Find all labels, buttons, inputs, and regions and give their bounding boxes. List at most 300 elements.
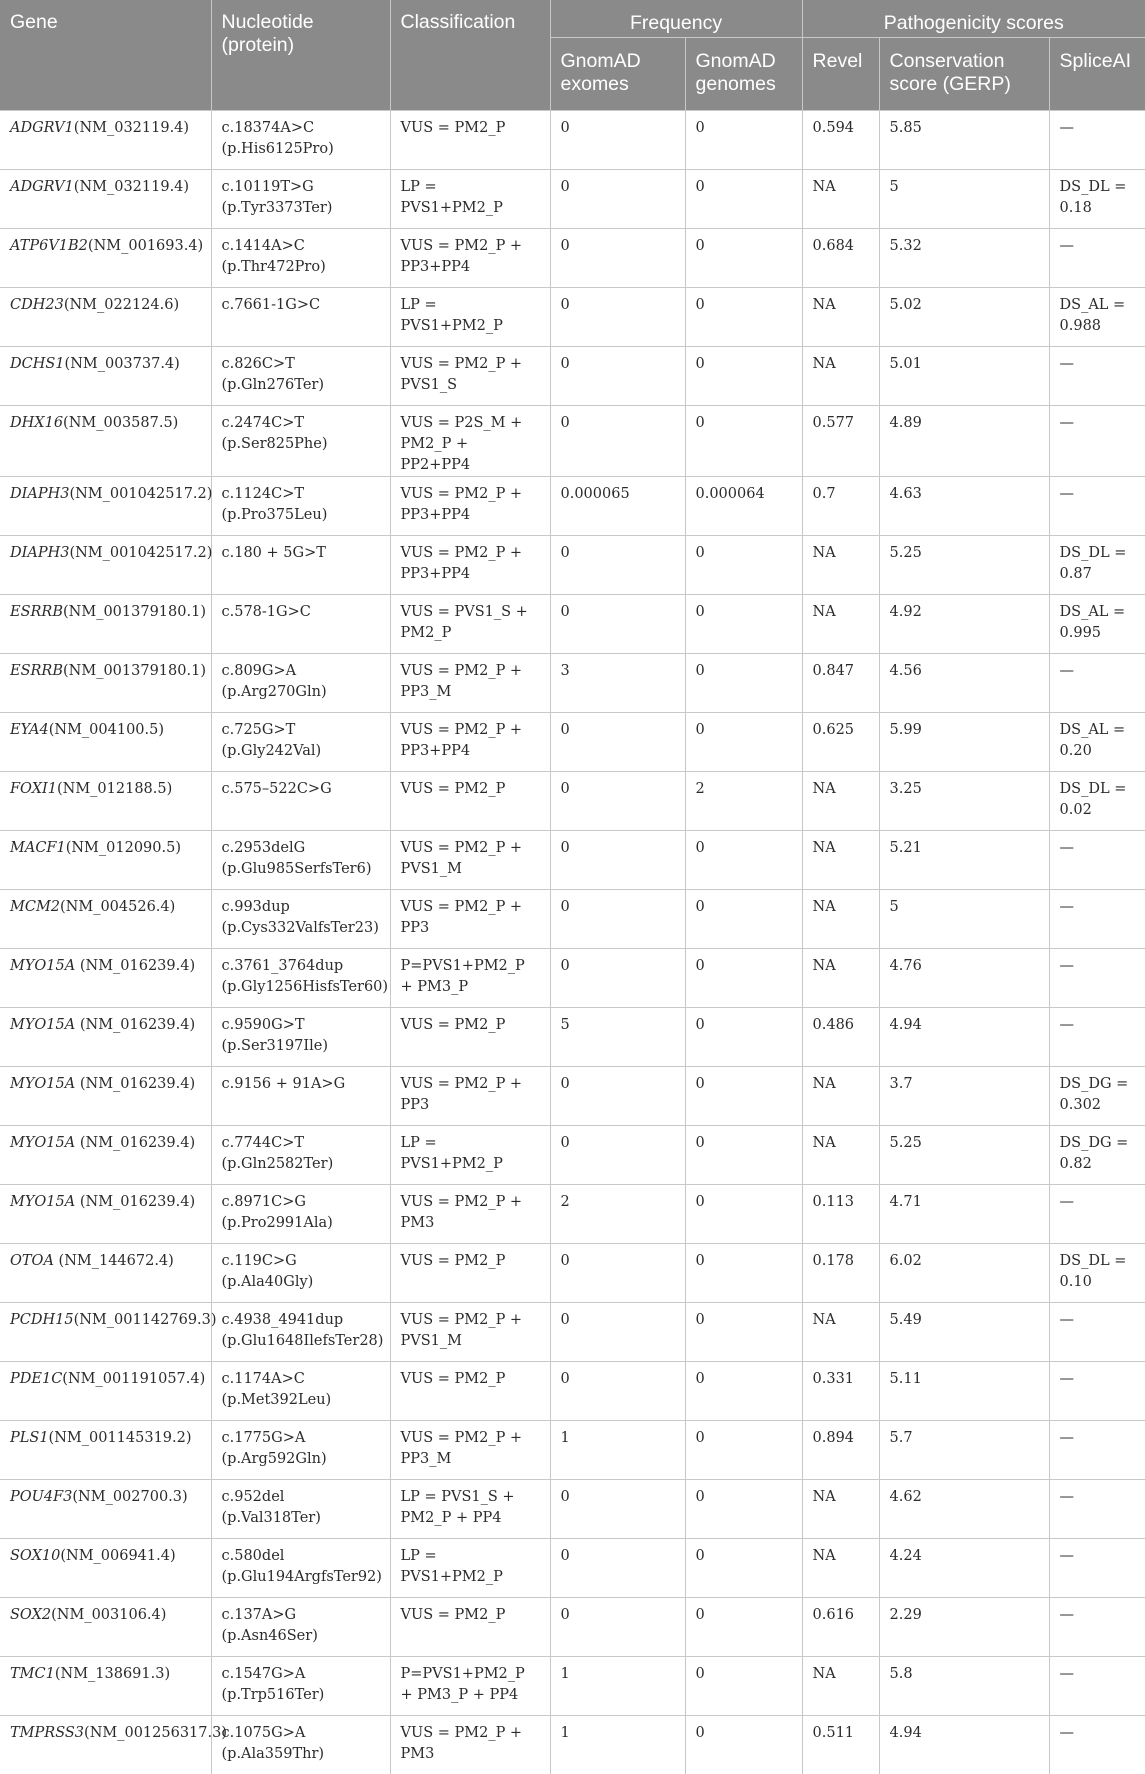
gene-cell (0, 653, 211, 712)
table-row (0, 346, 1145, 405)
revel-cell: NA (802, 1125, 879, 1184)
transcript-id: (NM_012188.5) (56, 780, 173, 797)
gene-cell (0, 948, 211, 1007)
transcript-id: (NM_003587.5) (63, 414, 179, 431)
nucleotide-cell: c.9590G>T (p.Ser3197Ile) (211, 1007, 390, 1066)
spliceai-cell: — (1049, 1184, 1145, 1243)
gerp-cell: 5.25 (879, 535, 1049, 594)
gene-cell (0, 1538, 211, 1597)
gene-symbol: MCM2 (10, 898, 61, 915)
gene-symbol: PCDH15 (10, 1311, 74, 1328)
nucleotide-cell: c.1414A>C (p.Thr472Pro) (211, 228, 390, 287)
gene-cell (0, 712, 211, 771)
gnomad-genomes-cell: 0 (685, 1597, 802, 1656)
table-row (0, 1125, 1145, 1184)
classification-cell: VUS = PM2_P + PP3+PP4 (390, 476, 550, 535)
nucleotide-cell: c.1075G>A (p.Ala359Thr) (211, 1715, 390, 1774)
header-pathogenicity-scores: Pathogenicity scores (802, 0, 1145, 37)
gene-symbol: TMPRSS3 (10, 1724, 85, 1741)
revel-cell: NA (802, 771, 879, 830)
revel-cell: NA (802, 830, 879, 889)
gene-cell (0, 1302, 217, 1361)
gene-cell (0, 169, 211, 228)
nucleotide-cell: c.180 + 5G>T (211, 535, 390, 594)
revel-cell: NA (802, 287, 879, 346)
classification-cell: VUS = PM2_P (390, 110, 550, 169)
gene-cell (0, 1125, 211, 1184)
gene-symbol: ESRRB (10, 662, 64, 679)
gerp-cell: 4.76 (879, 948, 1049, 1007)
gnomad-exomes-cell: 0 (550, 1597, 685, 1656)
gnomad-exomes-cell: 5 (550, 1007, 685, 1066)
gnomad-exomes-cell: 0 (550, 712, 685, 771)
gerp-cell: 4.71 (879, 1184, 1049, 1243)
gnomad-genomes-cell: 0 (685, 346, 802, 405)
transcript-id: (NM_004100.5) (48, 721, 165, 738)
classification-cell: LP = PVS1+PM2_P (390, 1125, 550, 1184)
spliceai-cell: — (1049, 1597, 1145, 1656)
table-row (0, 1184, 1145, 1243)
transcript-id: (NM_001693.4) (87, 237, 204, 254)
transcript-id: (NM_001042517.2) (69, 485, 213, 502)
gene-cell (0, 594, 211, 653)
gnomad-genomes-cell: 0 (685, 1302, 802, 1361)
classification-cell: VUS = PM2_P + PP3+PP4 (390, 535, 550, 594)
spliceai-cell: — (1049, 405, 1145, 476)
gnomad-exomes-cell: 0 (550, 889, 685, 948)
gene-symbol: MACF1 (10, 839, 66, 856)
gerp-cell: 4.94 (879, 1715, 1049, 1774)
gene-cell (0, 1007, 211, 1066)
gnomad-genomes-cell: 0 (685, 1184, 802, 1243)
classification-cell: P=PVS1+PM2_P + PM3_P (390, 948, 550, 1007)
gerp-cell: 4.94 (879, 1007, 1049, 1066)
gene-symbol: POU4F3 (10, 1488, 73, 1505)
classification-cell: VUS = PM2_P + PP3_M (390, 1420, 550, 1479)
nucleotide-cell: c.10119T>G (p.Tyr3373Ter) (211, 169, 390, 228)
classification-cell: VUS = PM2_P (390, 1361, 550, 1420)
gnomad-exomes-cell: 1 (550, 1420, 685, 1479)
table-row (0, 1302, 1145, 1361)
gerp-cell: 5.8 (879, 1656, 1049, 1715)
gnomad-genomes-cell: 0 (685, 830, 802, 889)
table-row (0, 594, 1145, 653)
classification-cell: VUS = PM2_P + PP3 (390, 1066, 550, 1125)
gnomad-exomes-cell: 0 (550, 169, 685, 228)
table-row (0, 1007, 1145, 1066)
gene-symbol: DIAPH3 (10, 544, 70, 561)
table-row (0, 830, 1145, 889)
nucleotide-cell: c.993dup (p.Cys332ValfsTer23) (211, 889, 390, 948)
gnomad-exomes-cell: 0 (550, 535, 685, 594)
gnomad-genomes-cell: 0 (685, 110, 802, 169)
gene-cell (0, 1715, 227, 1774)
gene-cell (0, 1184, 211, 1243)
revel-cell: NA (802, 1656, 879, 1715)
header-frequency: Frequency (550, 0, 802, 37)
table-row (0, 948, 1145, 1007)
gnomad-exomes-cell: 0 (550, 1479, 685, 1538)
revel-cell: 0.486 (802, 1007, 879, 1066)
gerp-cell: 4.24 (879, 1538, 1049, 1597)
transcript-id: (NM_001379180.1) (63, 603, 206, 620)
revel-cell: NA (802, 948, 879, 1007)
gene-symbol: OTOA (10, 1252, 54, 1269)
classification-cell: VUS = PM2_P (390, 1597, 550, 1656)
gnomad-exomes-cell: 0 (550, 830, 685, 889)
gene-symbol: ADGRV1 (10, 178, 74, 195)
gene-cell (0, 1479, 211, 1538)
gnomad-exomes-cell: 0 (550, 228, 685, 287)
nucleotide-cell: c.4938_4941dup (p.Glu1648IlefsTer28) (211, 1302, 390, 1361)
gnomad-exomes-cell: 1 (550, 1715, 685, 1774)
spliceai-cell: — (1049, 653, 1145, 712)
table-row (0, 405, 1145, 476)
transcript-id: (NM_016239.4) (75, 1075, 196, 1092)
gene-cell (0, 1243, 211, 1302)
gerp-cell: 4.63 (879, 476, 1049, 535)
gene-symbol: ESRRB (10, 603, 64, 620)
gnomad-genomes-cell: 0 (685, 1656, 802, 1715)
gene-cell (0, 535, 211, 594)
table-row (0, 287, 1145, 346)
gene-cell (0, 405, 211, 476)
nucleotide-cell: c.578-1G>C (211, 594, 390, 653)
gnomad-genomes-cell: 0 (685, 1479, 802, 1538)
table-row (0, 228, 1145, 287)
header-spliceai: SpliceAI (1049, 37, 1145, 110)
revel-cell: NA (802, 1479, 879, 1538)
classification-cell: VUS = PM2_P + PP3_M (390, 653, 550, 712)
gnomad-genomes-cell: 0 (685, 1125, 802, 1184)
spliceai-cell: — (1049, 1302, 1145, 1361)
gnomad-genomes-cell: 0 (685, 405, 802, 476)
table-row (0, 1715, 1145, 1774)
transcript-id: (NM_006941.4) (60, 1547, 176, 1564)
gene-symbol: SOX2 (10, 1606, 52, 1623)
gene-cell (0, 476, 211, 535)
gene-symbol: ATP6V1B2 (10, 237, 88, 254)
gnomad-genomes-cell: 0 (685, 169, 802, 228)
spliceai-cell: — (1049, 1479, 1145, 1538)
spliceai-cell: DS_DG = 0.302 (1049, 1066, 1145, 1125)
spliceai-cell: — (1049, 948, 1145, 1007)
spliceai-cell: — (1049, 110, 1145, 169)
header-gnomad-genomes: GnomAD genomes (685, 37, 802, 110)
nucleotide-cell: c.1775G>A (p.Arg592Gln) (211, 1420, 390, 1479)
transcript-id: (NM_001256317.3) (84, 1724, 227, 1741)
classification-cell: VUS = PM2_P + PVS1_S (390, 346, 550, 405)
table-row (0, 1479, 1145, 1538)
transcript-id: (NM_016239.4) (75, 957, 196, 974)
gnomad-exomes-cell: 0 (550, 1302, 685, 1361)
table-row (0, 110, 1145, 169)
gnomad-genomes-cell: 0 (685, 1538, 802, 1597)
gene-symbol: DHX16 (10, 414, 64, 431)
revel-cell: 0.625 (802, 712, 879, 771)
classification-cell: LP = PVS1_S + PM2_P + PP4 (390, 1479, 550, 1538)
gnomad-exomes-cell: 0 (550, 771, 685, 830)
classification-cell: P=PVS1+PM2_P + PM3_P + PP4 (390, 1656, 550, 1715)
revel-cell: 0.577 (802, 405, 879, 476)
gene-symbol: MYO15A (10, 1016, 76, 1033)
revel-cell: NA (802, 169, 879, 228)
classification-cell: LP = PVS1+PM2_P (390, 1538, 550, 1597)
table-row (0, 712, 1145, 771)
gene-cell (0, 346, 211, 405)
revel-cell: NA (802, 889, 879, 948)
classification-cell: LP = PVS1+PM2_P (390, 287, 550, 346)
gerp-cell: 5.01 (879, 346, 1049, 405)
gnomad-genomes-cell: 2 (685, 771, 802, 830)
transcript-id: (NM_016239.4) (75, 1016, 196, 1033)
nucleotide-cell: c.826C>T (p.Gln276Ter) (211, 346, 390, 405)
transcript-id: (NM_012090.5) (65, 839, 181, 856)
gene-symbol: SOX10 (10, 1547, 61, 1564)
revel-cell: NA (802, 594, 879, 653)
nucleotide-cell: c.1547G>A (p.Trp516Ter) (211, 1656, 390, 1715)
classification-cell: VUS = PM2_P (390, 771, 550, 830)
gnomad-genomes-cell: 0 (685, 228, 802, 287)
gene-symbol: DCHS1 (10, 355, 65, 372)
classification-cell: VUS = PM2_P + PP3+PP4 (390, 228, 550, 287)
revel-cell: NA (802, 1538, 879, 1597)
gene-symbol: PLS1 (10, 1429, 49, 1446)
transcript-id: (NM_004526.4) (60, 898, 176, 915)
revel-cell: NA (802, 1302, 879, 1361)
gnomad-exomes-cell: 2 (550, 1184, 685, 1243)
gene-symbol: TMC1 (10, 1665, 55, 1682)
nucleotide-cell: c.952del (p.Val318Ter) (211, 1479, 390, 1538)
gene-cell (0, 1597, 211, 1656)
spliceai-cell: — (1049, 346, 1145, 405)
classification-cell: VUS = PM2_P + PVS1_M (390, 830, 550, 889)
transcript-id: (NM_144672.4) (53, 1252, 174, 1269)
spliceai-cell: DS_DL = 0.10 (1049, 1243, 1145, 1302)
spliceai-cell: — (1049, 228, 1145, 287)
gerp-cell: 5.99 (879, 712, 1049, 771)
revel-cell: 0.894 (802, 1420, 879, 1479)
table-row (0, 771, 1145, 830)
gnomad-exomes-cell: 0 (550, 948, 685, 1007)
transcript-id: (NM_001191057.4) (62, 1370, 206, 1387)
transcript-id: (NM_003106.4) (51, 1606, 167, 1623)
gerp-cell: 4.56 (879, 653, 1049, 712)
gene-cell (0, 1066, 211, 1125)
gnomad-exomes-cell: 0 (550, 1361, 685, 1420)
gnomad-genomes-cell: 0 (685, 948, 802, 1007)
gnomad-genomes-cell: 0 (685, 1066, 802, 1125)
gerp-cell: 5.49 (879, 1302, 1049, 1361)
gene-cell (0, 1656, 211, 1715)
table-row (0, 1597, 1145, 1656)
gene-cell (0, 228, 211, 287)
transcript-id: (NM_022124.6) (63, 296, 180, 313)
nucleotide-cell: c.809G>A (p.Arg270Gln) (211, 653, 390, 712)
gene-cell (0, 889, 211, 948)
spliceai-cell: DS_DL = 0.18 (1049, 169, 1145, 228)
transcript-id: (NM_003737.4) (64, 355, 180, 372)
gene-symbol: CDH23 (10, 296, 64, 313)
transcript-id: (NM_016239.4) (75, 1193, 196, 1210)
gnomad-exomes-cell: 0.000065 (550, 476, 685, 535)
table-row (0, 1243, 1145, 1302)
classification-cell: VUS = PM2_P + PVS1_M (390, 1302, 550, 1361)
nucleotide-cell: c.7661-1G>C (211, 287, 390, 346)
table-row (0, 889, 1145, 948)
revel-cell: NA (802, 535, 879, 594)
gene-cell (0, 1361, 211, 1420)
spliceai-cell: DS_DL = 0.02 (1049, 771, 1145, 830)
nucleotide-cell: c.18374A>C (p.His6125Pro) (211, 110, 390, 169)
gnomad-exomes-cell: 1 (550, 1656, 685, 1715)
classification-cell: VUS = P2S_M + PM2_P + PP2+PP4 (390, 405, 550, 476)
gerp-cell: 4.92 (879, 594, 1049, 653)
classification-cell: VUS = PM2_P + PP3+PP4 (390, 712, 550, 771)
revel-cell: 0.511 (802, 1715, 879, 1774)
transcript-id: (NM_001379180.1) (63, 662, 206, 679)
header-gene: Gene (0, 0, 211, 110)
revel-cell: 0.616 (802, 1597, 879, 1656)
gerp-cell: 6.02 (879, 1243, 1049, 1302)
table-row (0, 1656, 1145, 1715)
transcript-id: (NM_032119.4) (73, 178, 190, 195)
spliceai-cell: — (1049, 889, 1145, 948)
gerp-cell: 5.32 (879, 228, 1049, 287)
spliceai-cell: — (1049, 830, 1145, 889)
gene-symbol: DIAPH3 (10, 485, 70, 502)
nucleotide-cell: c.7744C>T (p.Gln2582Ter) (211, 1125, 390, 1184)
table-header (0, 0, 1145, 110)
spliceai-cell: — (1049, 1361, 1145, 1420)
nucleotide-cell: c.9156 + 91A>G (211, 1066, 390, 1125)
gene-symbol: MYO15A (10, 1075, 76, 1092)
classification-cell: VUS = PM2_P (390, 1243, 550, 1302)
gerp-cell: 5.11 (879, 1361, 1049, 1420)
transcript-id: (NM_138691.3) (54, 1665, 171, 1682)
nucleotide-cell: c.1174A>C (p.Met392Leu) (211, 1361, 390, 1420)
gnomad-exomes-cell: 0 (550, 110, 685, 169)
revel-cell: 0.684 (802, 228, 879, 287)
classification-cell: VUS = PM2_P (390, 1007, 550, 1066)
gnomad-exomes-cell: 3 (550, 653, 685, 712)
classification-cell: VUS = PM2_P + PM3 (390, 1715, 550, 1774)
gnomad-genomes-cell: 0 (685, 1715, 802, 1774)
gene-cell (0, 830, 211, 889)
table-row (0, 1066, 1145, 1125)
revel-cell: 0.7 (802, 476, 879, 535)
gerp-cell: 3.7 (879, 1066, 1049, 1125)
gene-cell (0, 1420, 211, 1479)
gerp-cell: 5.7 (879, 1420, 1049, 1479)
gene-symbol: EYA4 (10, 721, 49, 738)
table-body (0, 110, 1145, 1774)
nucleotide-cell: c.2953delG (p.Glu985SerfsTer6) (211, 830, 390, 889)
classification-cell: VUS = PM2_P + PM3 (390, 1184, 550, 1243)
classification-cell: VUS = PM2_P + PP3 (390, 889, 550, 948)
revel-cell: NA (802, 346, 879, 405)
table-row (0, 1420, 1145, 1479)
spliceai-cell: — (1049, 1007, 1145, 1066)
gnomad-exomes-cell: 0 (550, 594, 685, 653)
gnomad-exomes-cell: 0 (550, 287, 685, 346)
gerp-cell: 5 (879, 889, 1049, 948)
gerp-cell: 5.02 (879, 287, 1049, 346)
gene-symbol: ADGRV1 (10, 119, 74, 136)
spliceai-cell: DS_AL = 0.995 (1049, 594, 1145, 653)
gerp-cell: 4.62 (879, 1479, 1049, 1538)
spliceai-cell: — (1049, 476, 1145, 535)
spliceai-cell: — (1049, 1420, 1145, 1479)
nucleotide-cell: c.1124C>T (p.Pro375Leu) (211, 476, 390, 535)
header-nucleotide: Nucleotide (protein) (211, 0, 390, 110)
table-row (0, 169, 1145, 228)
gnomad-exomes-cell: 0 (550, 1066, 685, 1125)
gerp-cell: 5.85 (879, 110, 1049, 169)
gene-cell (0, 287, 211, 346)
nucleotide-cell: c.137A>G (p.Asn46Ser) (211, 1597, 390, 1656)
table-row (0, 1538, 1145, 1597)
gene-symbol: MYO15A (10, 957, 76, 974)
transcript-id: (NM_001145319.2) (48, 1429, 192, 1446)
gnomad-genomes-cell: 0 (685, 1243, 802, 1302)
gnomad-genomes-cell: 0 (685, 287, 802, 346)
gnomad-genomes-cell: 0 (685, 712, 802, 771)
gerp-cell: 3.25 (879, 771, 1049, 830)
header-gnomad-exomes: GnomAD exomes (550, 37, 685, 110)
spliceai-cell: DS_AL = 0.20 (1049, 712, 1145, 771)
nucleotide-cell: c.8971C>G (p.Pro2991Ala) (211, 1184, 390, 1243)
gene-symbol: MYO15A (10, 1193, 76, 1210)
spliceai-cell: — (1049, 1656, 1145, 1715)
gnomad-genomes-cell: 0 (685, 594, 802, 653)
transcript-id: (NM_032119.4) (73, 119, 190, 136)
gerp-cell: 5.21 (879, 830, 1049, 889)
gerp-cell: 5 (879, 169, 1049, 228)
gene-symbol: MYO15A (10, 1134, 76, 1151)
transcript-id: (NM_016239.4) (75, 1134, 196, 1151)
nucleotide-cell: c.2474C>T (p.Ser825Phe) (211, 405, 390, 476)
spliceai-cell: DS_DG = 0.82 (1049, 1125, 1145, 1184)
table-row (0, 535, 1145, 594)
gene-cell (0, 771, 211, 830)
spliceai-cell: DS_DL = 0.87 (1049, 535, 1145, 594)
spliceai-cell: DS_AL = 0.988 (1049, 287, 1145, 346)
nucleotide-cell: c.119C>G (p.Ala40Gly) (211, 1243, 390, 1302)
gnomad-exomes-cell: 0 (550, 346, 685, 405)
nucleotide-cell: c.725G>T (p.Gly242Val) (211, 712, 390, 771)
classification-cell: LP = PVS1+PM2_P (390, 169, 550, 228)
gerp-cell: 4.89 (879, 405, 1049, 476)
transcript-id: (NM_001142769.3) (73, 1311, 217, 1328)
header-gerp: Conservation score (GERP) (879, 37, 1049, 110)
gene-symbol: PDE1C (10, 1370, 63, 1387)
spliceai-cell: — (1049, 1538, 1145, 1597)
gnomad-genomes-cell: 0.000064 (685, 476, 802, 535)
gnomad-genomes-cell: 0 (685, 889, 802, 948)
revel-cell: 0.594 (802, 110, 879, 169)
nucleotide-cell: c.580del (p.Glu194ArgfsTer92) (211, 1538, 390, 1597)
gnomad-genomes-cell: 0 (685, 535, 802, 594)
gnomad-exomes-cell: 0 (550, 1538, 685, 1597)
table-row (0, 476, 1145, 535)
table-row (0, 1361, 1145, 1420)
revel-cell: NA (802, 1066, 879, 1125)
revel-cell: 0.178 (802, 1243, 879, 1302)
gnomad-genomes-cell: 0 (685, 653, 802, 712)
transcript-id: (NM_001042517.2) (69, 544, 213, 561)
classification-cell: VUS = PVS1_S + PM2_P (390, 594, 550, 653)
